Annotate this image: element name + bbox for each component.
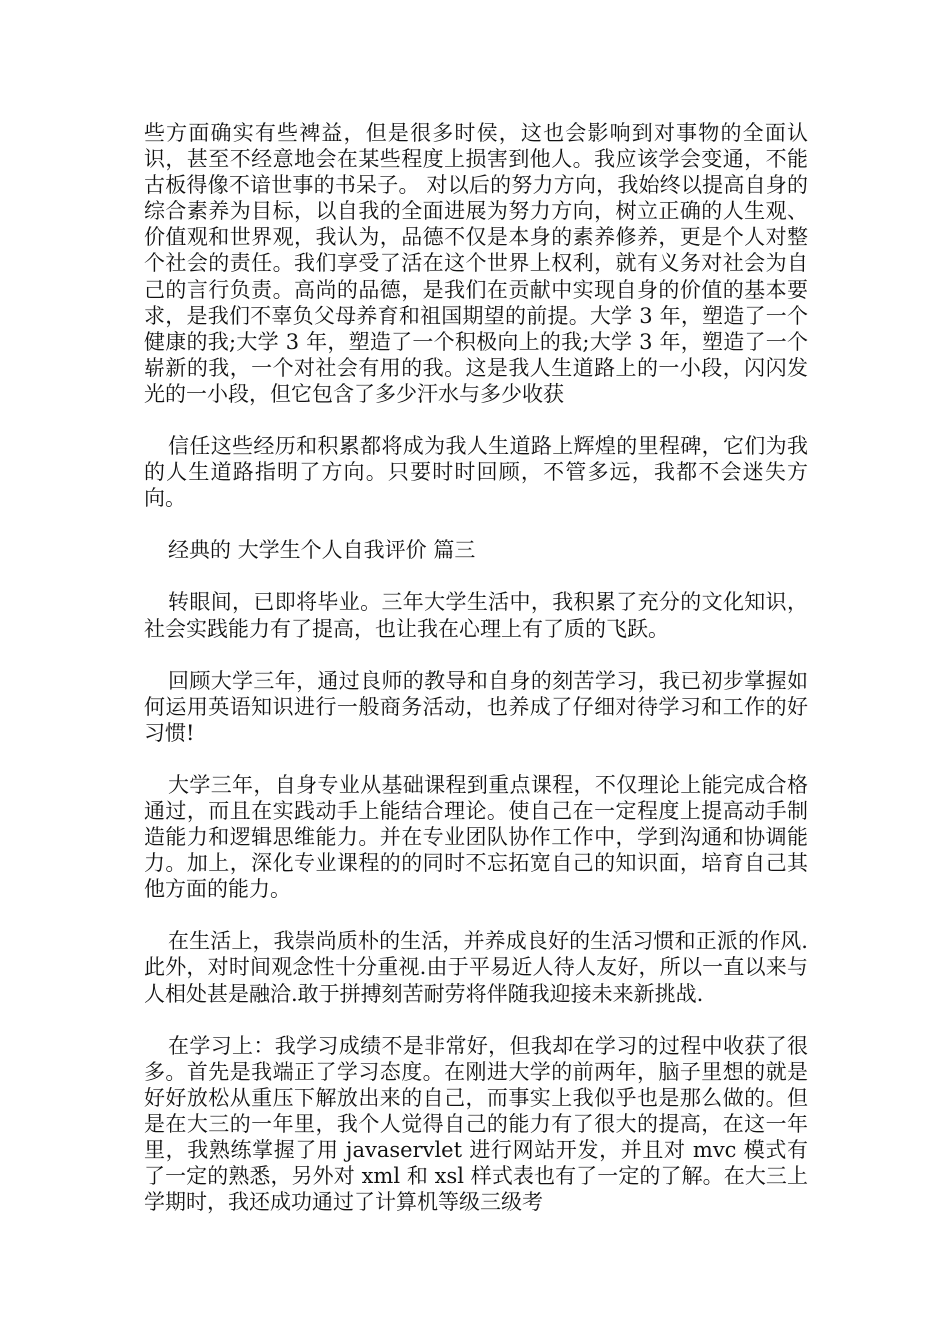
paragraph-study: 在学习上：我学习成绩不是非常好，但我却在学习的过程中收获了很多。首先是我端正了学习态度。在刚进大学的前两年，脑子里想的就是好好放松从重压下解放出来的自己，而事实上我似乎也是那么做的。但是在大三的一年里，我个人觉得自己的能力有了很大的提高，在这一年里，我熟练掌握了用 javaservlet 进行网站开发，并且对 mvc 模式有了一定的熟悉，另外对 xml 和 xsl 样式表也有了一定的了解。在大三上学期时，我还成功通过了计算机等级三级考 [144,1033,808,1215]
section-heading: 经典的 大学生个人自我评价 篇三 [168,538,476,563]
paragraph-graduation: 转眼间，已即将毕业。三年大学生活中，我积累了充分的文化知识，社会实践能力有了提高，也让我在心理上有了质的飞跃。 [144,590,808,641]
paragraph-life: 在生活上，我崇尚质朴的生活，并养成良好的生活习惯和正派的作风.此外，对时间观念性十分重视.由于平易近人待人友好，所以一直以来与人相处甚是融洽.敢于拼搏刻苦耐劳将伴随我迎接未来新挑战. [144,929,808,1006]
paragraph-trust: 信任这些经历和积累都将成为我人生道路上辉煌的里程碑，它们为我的人生道路指明了方向。只要时时回顾，不管多远，我都不会迷失方向。 [144,434,808,511]
document-page [144,120,808,1215]
paragraph-major: 大学三年，自身专业从基础课程到重点课程，不仅理论上能完成合格通过，而且在实践动手上能结合理论。使自己在一定程度上提高动手制造能力和逻辑思维能力。并在专业团队协作工作中，学到沟通和协调能力。加上，深化专业课程的的同时不忘拓宽自己的知识面，培育自己其他方面的能力。 [144,772,808,902]
paragraph-continuation: 些方面确实有些裨益，但是很多时侯，这也会影响到对事物的全面认识，甚至不经意地会在某些程度上损害到他人。我应该学会变通，不能古板得像不谙世事的书呆子。 对以后的努力方向，我始终以提高自身的综合素养为目标，以自我的全面进展为努力方向，树立正确的人生观、价值观和世界观，我认为，品德不仅是本身的素养修养，更是个人对整个社会的责任。我们享受了活在这个世界上权利，就有义务对社会为自己的言行负责。高尚的品德，是我们在贡献中实现自身的价值的基本要求，是我们不辜负父母养育和祖国期望的前提。大学 3 年，塑造了一个健康的我;大学 3 年，塑造了一个积极向上的我;大学 3 年，塑造了一个崭新的我，一个对社会有用的我。这是我人生道路上的一小段，闪闪发光的一小段，但它包含了多少汗水与多少收获 [144,121,808,406]
paragraph-review: 回顾大学三年，通过良师的教导和自身的刻苦学习，我已初步掌握如何运用英语知识进行一般商务活动，也养成了仔细对待学习和工作的好习惯! [144,668,808,745]
